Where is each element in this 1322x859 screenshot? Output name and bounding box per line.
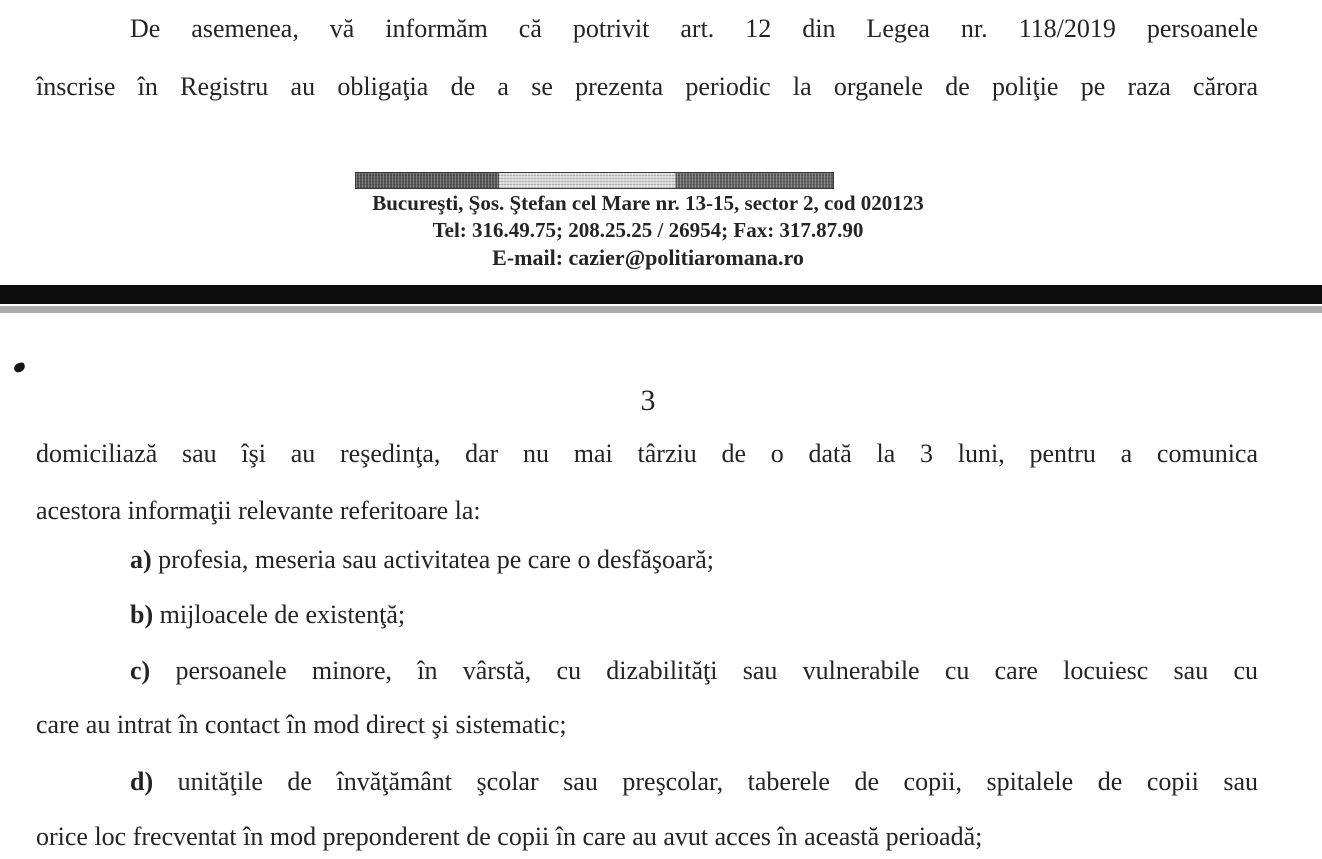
list-marker-b: b) [130,600,154,629]
page-break-black-band [0,285,1322,304]
letterhead-phone-fax: Tel: 316.49.75; 208.25.25 / 26954; Fax: 317.87.90 [432,218,864,242]
list-item-a [36,543,1258,577]
letterhead-decorative-bar [355,172,834,189]
list-text-d-line-1: unităţile de învăţământ şcolar sau preşcolar, taberele de copii, spitalele de copii sau [177,767,1259,796]
list-text-b: mijloacele de existenţă; [159,600,406,629]
ink-speck [13,362,26,373]
list-item-d-line-1 [36,765,1258,799]
main-paragraph-line-1: domiciliază sau îşi au reşedinţa, dar nu mai târziu de o dată la 3 luni, pentru a comunica [36,439,1258,468]
top-paragraph-line-1: De asemenea, vă informăm că potrivit art. 12 din Legea nr. 118/2019 persoanele [130,14,1258,43]
letterhead-email: E-mail: cazier@politiaromana.ro [492,245,804,270]
list-item-b [36,598,1258,632]
list-item-c-line-2: care au intrat în contact în mod direct şi sistematic; [36,710,567,739]
list-text-c-line-1: persoanele minore, în vârstă, cu dizabilităţi sau vulnerabile cu care locuiesc sau cu [175,656,1258,685]
main-paragraph-line-2: acestora informaţii relevante referitoare la: [36,496,481,525]
top-paragraph-line-2: înscrise în Registru au obligaţia de a se prezenta periodic la organele de poliţie pe raza cărora [36,72,1258,101]
list-marker-d: d) [130,767,154,796]
page-break-gray-band [0,306,1322,313]
letterhead-address: Bucureşti, Şos. Ştefan cel Mare nr. 13-15, sector 2, cod 020123 [372,191,924,215]
page-number: 3 [640,384,656,417]
list-text-a: profesia, meseria sau activitatea pe care o desfăşoară; [158,545,714,574]
list-marker-a: a) [130,545,152,574]
list-item-c-line-1 [36,654,1258,688]
list-item-d-line-2: orice loc frecventat în mod preponderent de copii în care au avut acces în această perioadă; [36,822,983,851]
list-marker-c: c) [130,656,151,685]
